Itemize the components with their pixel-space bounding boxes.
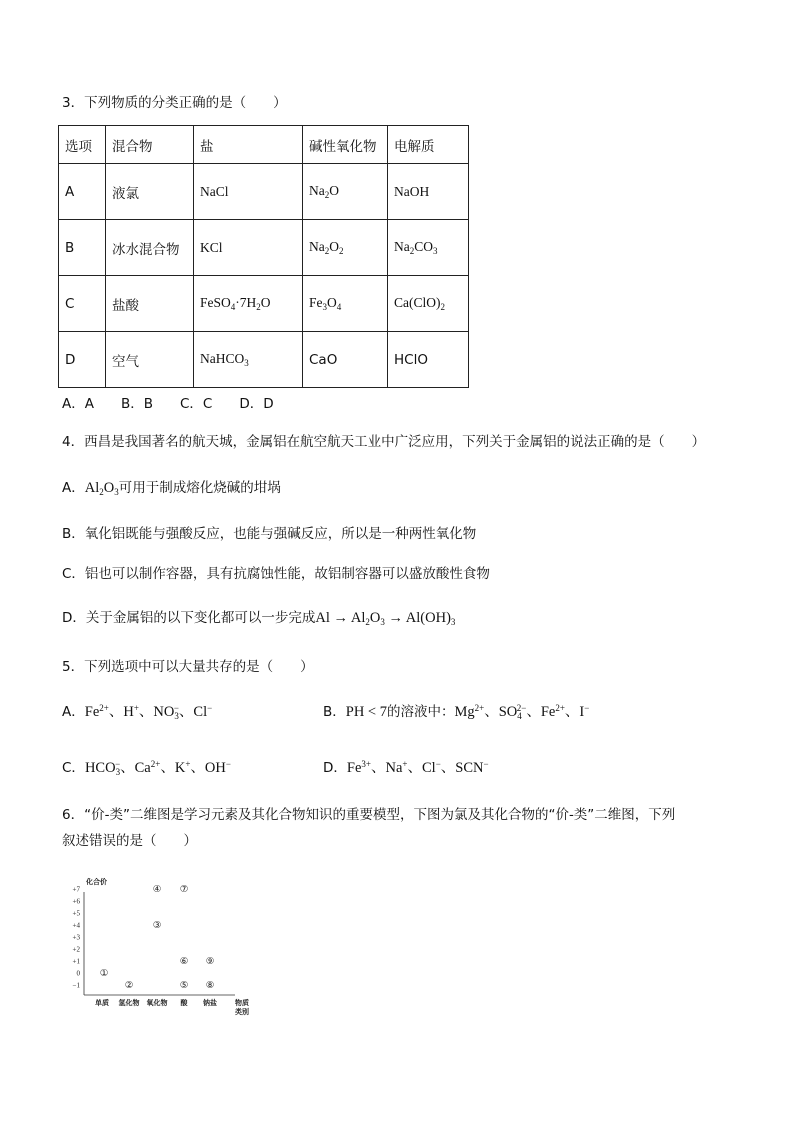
y-tick-label: +7 (72, 885, 80, 894)
header-cell: 盐 (194, 126, 303, 164)
q4-stem: 4．西昌是我国著名的航天城，金属铝在航空航天工业中广泛应用，下列关于金属铝的说法正确的是（ ） (62, 434, 706, 450)
table-cell: HClO (388, 332, 469, 388)
table-cell: NaOH (388, 164, 469, 220)
y-tick-label: +6 (72, 897, 80, 906)
table-cell: A (59, 164, 106, 220)
y-tick-label: +2 (72, 945, 80, 954)
data-point: ② (124, 980, 134, 991)
x-axis-label-line2: 类别 (235, 1008, 249, 1016)
header-cell: 混合物 (106, 126, 194, 164)
y-axis-label: 化合价 (86, 878, 107, 886)
q4-option-a (62, 476, 281, 497)
formula: $HCO_3^-$、$Ca^{2+}$、K+、OH− (84, 759, 231, 777)
table-cell: D (59, 332, 106, 388)
q4-option-b: B．氧化铝既能与强酸反应，也能与强碱反应，所以是一种两性氧化物 (62, 526, 477, 542)
data-point: ⑧ (205, 980, 215, 991)
y-tick-label: +4 (72, 921, 80, 930)
y-tick-label: +5 (72, 909, 80, 918)
table-cell: C (59, 276, 106, 332)
q6-stem-line1: 6．“价-类”二维图是学习元素及其化合物知识的重要模型，下图为氯及其化合物的“价-类”二维图，下列 (62, 807, 676, 823)
option-prefix: D． (323, 760, 347, 776)
formula: PH < 7 (345, 704, 387, 720)
formula-cell: $Na_2CO_3$ (388, 220, 469, 276)
y-tick-label: −1 (72, 981, 80, 990)
formula-cell: NaHCO$_3$ (194, 332, 303, 388)
q5-stem: 5．下列选项中可以大量共存的是（ ） (62, 659, 314, 675)
q3-table (58, 125, 469, 388)
q5-option-a (62, 700, 212, 721)
formula: $Fe^{2+}$、H+、$NO_3^-$、Cl− (84, 703, 213, 721)
table-cell: B (59, 220, 106, 276)
table-cell: 空气 (106, 332, 194, 388)
option-prefix: C． (62, 760, 85, 776)
table-cell: 盐酸 (106, 276, 194, 332)
table-cell: 冰水混合物 (106, 220, 194, 276)
data-point: ⑨ (205, 956, 215, 967)
x-tick-label: 氢化物 (118, 999, 140, 1007)
data-point: ④ (152, 884, 162, 895)
data-point: ⑤ (179, 980, 189, 991)
formula-cell: $Ca(ClO)_2$ (388, 276, 469, 332)
table-row (59, 220, 469, 276)
x-tick-label: 氧化物 (146, 999, 168, 1007)
q4-option-d (62, 606, 455, 627)
header-cell: 电解质 (388, 126, 469, 164)
formula: $Al_2O_3$ (84, 480, 119, 497)
formula: $Fe^{3+}$、Na+、Cl−、SCN− (346, 759, 489, 776)
table-row (59, 332, 469, 388)
valence-class-chart (60, 872, 270, 1022)
x-tick-label: 单质 (95, 999, 109, 1007)
formula: $Mg^{2+}$、$SO_4^{2-}$、$Fe^{2+}$、I− (454, 703, 590, 721)
table-row (59, 164, 469, 220)
table-cell: NaCl (194, 164, 303, 220)
formula: $Al \to Al_2O_3 \to Al(OH)_3$ (315, 610, 456, 627)
table-cell: CaO (303, 332, 388, 388)
x-tick-label: 钠盐 (203, 999, 217, 1007)
formula-cell: $Na_2O_2$ (303, 220, 388, 276)
data-point: ① (99, 968, 109, 979)
q5-option-c (62, 756, 231, 777)
formula-cell: $Na_2O$ (303, 164, 388, 220)
data-point: ⑥ (179, 956, 189, 967)
option-text: 可用于制成熔化烧碱的坩埚 (118, 480, 281, 496)
formula-cell: $FeSO_4\cdot 7H_2O$ (194, 276, 303, 332)
q5-option-d (323, 756, 489, 777)
option-text: 的溶液中： (386, 704, 455, 720)
x-axis-label-line1: 物质 (235, 999, 249, 1007)
option-prefix: B． (323, 704, 346, 720)
q5-option-b (323, 700, 589, 721)
data-point: ③ (152, 920, 162, 931)
q3-stem: 3．下列物质的分类正确的是（ ） (62, 95, 287, 111)
y-tick-label: +1 (72, 957, 80, 966)
table-cell: KCl (194, 220, 303, 276)
x-tick-label: 酸 (180, 999, 188, 1007)
formula-cell: $Fe_3O_4$ (303, 276, 388, 332)
header-cell: 选项 (59, 126, 106, 164)
table-row (59, 276, 469, 332)
option-prefix: A． (62, 704, 85, 720)
header-cell: 碱性氧化物 (303, 126, 388, 164)
q3-options: A．A B．B C．C D．D (62, 396, 274, 412)
option-prefix: D．关于金属铝的以下变化都可以一步完成 (62, 610, 316, 626)
table-header-row (59, 126, 469, 164)
y-tick-label: +3 (72, 933, 80, 942)
table-cell: 液氯 (106, 164, 194, 220)
y-tick-label: 0 (76, 969, 80, 978)
data-point: ⑦ (179, 884, 189, 895)
q6-stem-line2: 叙述错误的是（ ） (62, 833, 197, 849)
q4-option-c: C．铝也可以制作容器，具有抗腐蚀性能，故铝制容器可以盛放酸性食物 (62, 566, 490, 582)
option-prefix: A． (62, 480, 85, 496)
